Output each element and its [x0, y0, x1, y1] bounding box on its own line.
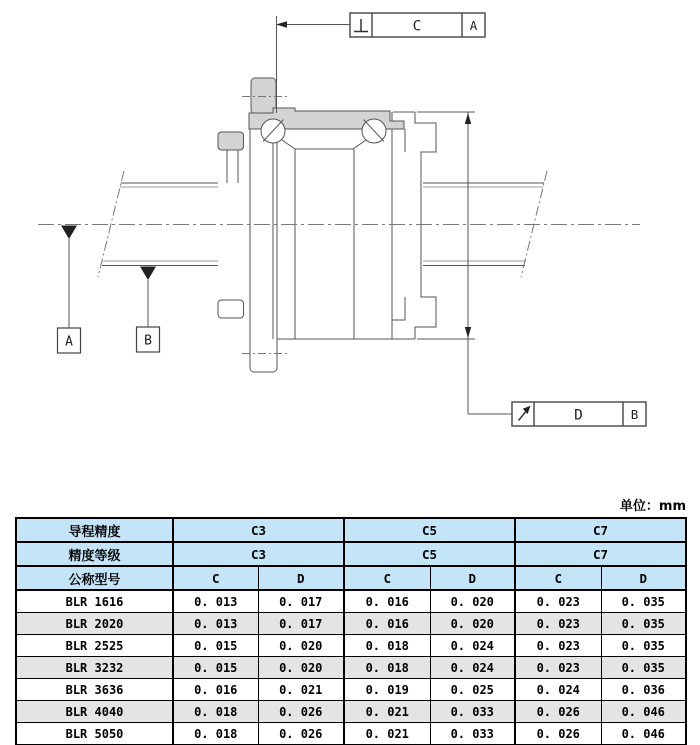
model-cell: BLR 2525 — [16, 635, 173, 657]
value-cell: 0. 025 — [430, 679, 515, 701]
table-header — [16, 518, 686, 590]
header-cell: C3 — [173, 518, 344, 542]
fcf-perpendicularity — [276, 13, 485, 113]
value-cell: 0. 016 — [344, 590, 430, 613]
value-cell: 0. 023 — [515, 590, 601, 613]
value-cell: 0. 020 — [430, 613, 515, 635]
header-row — [16, 518, 686, 542]
value-cell: 0. 023 — [515, 635, 601, 657]
fcf-bottom-tolerance: D — [574, 407, 583, 424]
value-cell: 0. 046 — [601, 723, 686, 745]
value-cell: 0. 035 — [601, 657, 686, 679]
value-cell: 0. 024 — [515, 679, 601, 701]
header-cell: C — [173, 566, 258, 590]
od-dimension — [417, 112, 475, 414]
value-cell: 0. 033 — [430, 701, 515, 723]
value-cell: 0. 033 — [430, 723, 515, 745]
model-cell: BLR 4040 — [16, 701, 173, 723]
lock-nut-bottom — [218, 300, 244, 318]
header-cell: D — [258, 566, 344, 590]
value-cell: 0. 021 — [344, 701, 430, 723]
value-cell: 0. 035 — [601, 590, 686, 613]
fcf-circular-runout — [468, 402, 646, 426]
value-cell: 0. 021 — [344, 723, 430, 745]
value-cell: 0. 020 — [258, 635, 344, 657]
table-row — [16, 613, 686, 635]
table-row — [16, 701, 686, 723]
value-cell: 0. 013 — [173, 613, 258, 635]
value-cell: 0. 024 — [430, 635, 515, 657]
value-cell: 0. 024 — [430, 657, 515, 679]
table-body — [16, 590, 686, 745]
value-cell: 0. 018 — [344, 657, 430, 679]
model-cell: BLR 5050 — [16, 723, 173, 745]
value-cell: 0. 020 — [430, 590, 515, 613]
lock-nut-top — [218, 132, 244, 150]
centerlines — [38, 97, 640, 354]
value-cell: 0. 035 — [601, 635, 686, 657]
leader-arrow-icon — [276, 21, 287, 28]
value-cell: 0. 017 — [258, 590, 344, 613]
value-cell: 0. 013 — [173, 590, 258, 613]
header-label: 公称型号 — [16, 566, 173, 590]
value-cell: 0. 046 — [601, 701, 686, 723]
header-row — [16, 566, 686, 590]
value-cell: 0. 019 — [344, 679, 430, 701]
header-label: 精度等级 — [16, 542, 173, 566]
table-row — [16, 679, 686, 701]
fcf-bottom-datum: B — [630, 407, 639, 422]
dimension-arrow-up-icon — [465, 113, 471, 124]
header-cell: D — [601, 566, 686, 590]
model-cell: BLR 3636 — [16, 679, 173, 701]
value-cell: 0. 015 — [173, 657, 258, 679]
value-cell: 0. 020 — [258, 657, 344, 679]
value-cell: 0. 018 — [173, 723, 258, 745]
header-label: 导程精度 — [16, 518, 173, 542]
value-cell: 0. 026 — [258, 701, 344, 723]
datum-b — [137, 267, 160, 353]
unit-label: 单位：mm — [619, 499, 686, 514]
header-cell: C — [515, 566, 601, 590]
fcf-top-tolerance: C — [412, 18, 422, 35]
value-cell: 0. 021 — [258, 679, 344, 701]
model-cell: BLR 3232 — [16, 657, 173, 679]
header-cell: C5 — [344, 542, 515, 566]
model-cell: BLR 1616 — [16, 590, 173, 613]
header-cell: C3 — [173, 542, 344, 566]
value-cell: 0. 018 — [344, 635, 430, 657]
model-cell: BLR 2020 — [16, 613, 173, 635]
value-cell: 0. 016 — [344, 613, 430, 635]
table-row — [16, 657, 686, 679]
table-row — [16, 723, 686, 745]
value-cell: 0. 016 — [173, 679, 258, 701]
tolerance-spec-table — [15, 517, 687, 745]
value-cell: 0. 036 — [601, 679, 686, 701]
datum-b-triangle-icon — [140, 267, 156, 281]
datum-a-label: A — [65, 334, 73, 350]
header-cell: C — [344, 566, 430, 590]
header-row — [16, 542, 686, 566]
fcf-top-datum: A — [469, 18, 478, 33]
value-cell: 0. 018 — [173, 701, 258, 723]
value-cell: 0. 026 — [515, 723, 601, 745]
datum-a — [58, 226, 81, 354]
value-cell: 0. 026 — [258, 723, 344, 745]
value-cell: 0. 017 — [258, 613, 344, 635]
header-cell: C7 — [515, 542, 686, 566]
table-row — [16, 590, 686, 613]
datum-a-triangle-icon — [61, 226, 77, 240]
value-cell: 0. 023 — [515, 613, 601, 635]
header-cell: C7 — [515, 518, 686, 542]
dimension-arrow-down-icon — [465, 327, 471, 338]
housing-right-profile — [415, 112, 436, 339]
value-cell: 0. 026 — [515, 701, 601, 723]
value-cell: 0. 015 — [173, 635, 258, 657]
value-cell: 0. 035 — [601, 613, 686, 635]
datum-b-label: B — [144, 333, 152, 349]
value-cell: 0. 023 — [515, 657, 601, 679]
header-cell: D — [430, 566, 515, 590]
table-row — [16, 635, 686, 657]
header-cell: C5 — [344, 518, 515, 542]
